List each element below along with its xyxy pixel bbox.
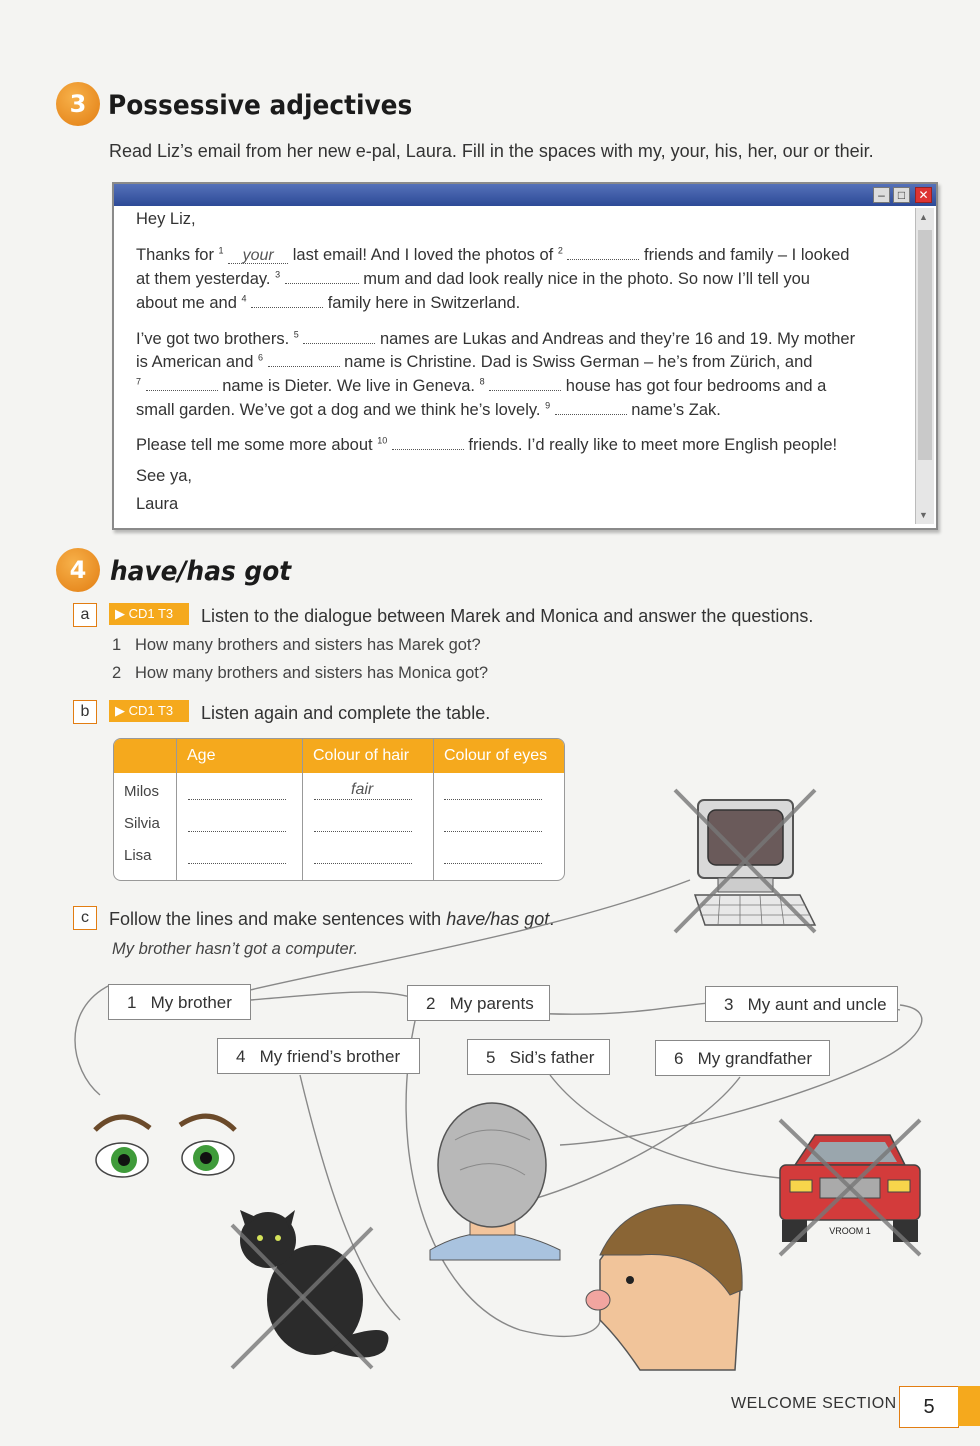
subject-box-1: 1 My brother: [108, 984, 251, 1020]
exercise-letter-a: a: [73, 603, 97, 627]
section-title: Possessive adjectives: [108, 90, 413, 121]
table-row-label: Silvia: [124, 815, 160, 832]
email-line: I’ve got two brothers. $^5$ names are Lukas and Andreas and they’re 16 and 19. My mother: [136, 329, 856, 348]
question-item: 2 How many brothers and sisters has Monica got?: [112, 664, 489, 682]
footer-section-label: WELCOME SECTION: [731, 1395, 897, 1412]
answer-blank: your: [228, 249, 288, 264]
table-row-label: Lisa: [124, 847, 152, 864]
audio-track-tag: ▶ CD1 T3: [109, 603, 189, 625]
black-cat-icon: [232, 1210, 388, 1368]
email-line: is American and $^6$ name is Christine. Dad is Swiss German – he’s from Zürich, and: [136, 352, 813, 371]
grey-haired-man-icon: [430, 1103, 560, 1260]
email-line: small garden. We’ve got a dog and we think he’s lovely. $^9$ name’s Zak.: [136, 400, 721, 419]
maximize-icon: □: [893, 187, 910, 203]
exercise-instruction: Listen to the dialogue between Marek and Monica and answer the questions.: [201, 606, 814, 626]
subject-box-5: 5 Sid’s father: [467, 1039, 610, 1075]
subject-box-6: 6 My grandfather: [655, 1040, 830, 1076]
question-item: 1 How many brothers and sisters has Marek got?: [112, 636, 481, 654]
email-signoff: See ya,: [136, 467, 192, 485]
email-signature: Laura: [136, 495, 179, 513]
subject-box-4: 4 My friend’s brother: [217, 1038, 420, 1074]
exercise-letter-c: c: [73, 906, 97, 930]
exercise-instruction: Listen again and complete the table.: [201, 703, 491, 723]
close-icon: ✕: [915, 187, 932, 203]
email-line: Please tell me some more about $^{10}$ friends. I’d really like to meet more English people!: [136, 435, 838, 454]
section-number-badge: 3: [56, 82, 100, 126]
car-plate-text: VROOM 1: [829, 1226, 871, 1236]
exercise-instruction: Follow the lines and make sentences with have/has got.: [109, 909, 555, 929]
table-row-label: Milos: [124, 783, 160, 800]
accent-strip: [958, 1386, 980, 1426]
email-line: Thanks for $^1$ your last email! And I loved the photos of $^2$ friends and family – I looked: [136, 245, 850, 264]
section-title: have/has got: [110, 556, 292, 587]
example-answer: fair: [351, 781, 374, 798]
subject-box-2: 2 My parents: [407, 985, 550, 1021]
exercise-letter-b: b: [73, 700, 97, 724]
section-instruction: Read Liz’s email from her new e-pal, Laura. Fill in the spaces with my, your, his, her, our or their.: [109, 141, 874, 161]
email-greeting: Hey Liz,: [136, 210, 196, 228]
email-line: about me and $^4$ family here in Switzerland.: [136, 293, 521, 312]
boy-face-icon: [586, 1205, 742, 1370]
scroll-down-icon: ▼: [919, 510, 928, 520]
minimize-icon: –: [873, 187, 890, 203]
table-header: Age: [177, 739, 303, 773]
green-eyes-icon: [95, 1116, 235, 1177]
scroll-up-icon: ▲: [919, 212, 928, 222]
page-number: 5: [899, 1386, 959, 1428]
email-line: at them yesterday. $^3$ mum and dad look really nice in the photo. So now I’ll tell you: [136, 269, 810, 288]
audio-track-tag: ▶ CD1 T3: [109, 700, 189, 722]
example-sentence: My brother hasn’t got a computer.: [112, 940, 359, 958]
subject-box-3: 3 My aunt and uncle: [705, 986, 898, 1022]
email-line: $^7$ name is Dieter. We live in Geneva. $^8$ house has got four bedrooms and a: [136, 376, 827, 395]
computer-icon: [675, 790, 815, 932]
table-header: Colour of hair: [303, 739, 434, 773]
table-header: Colour of eyes: [434, 739, 564, 773]
section-number-badge: 4: [56, 548, 100, 592]
